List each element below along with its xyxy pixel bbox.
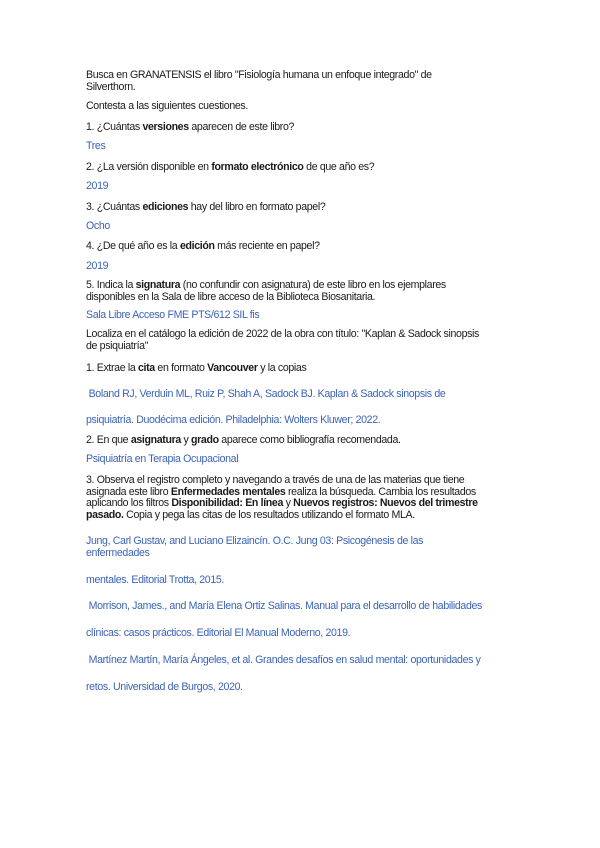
q4-bold: edición <box>179 240 215 252</box>
p2q3-line-1: 3. Observa el registro completo y navegando a través de una de las materias que tiene <box>86 474 465 486</box>
p2q2-pre: 2. En que <box>86 434 131 446</box>
q5-post: (no confundir con asignatura) de este libro en los ejemplares <box>180 279 446 291</box>
question-2 <box>86 162 516 174</box>
q2-bold: formato electrónico <box>211 161 304 173</box>
q1-bold: versiones <box>142 121 189 133</box>
p2q3-line-4-bold: pasado. <box>86 508 124 521</box>
q3-bold: ediciones <box>142 201 189 213</box>
answer-4: 2019 <box>86 260 109 272</box>
p2q1-post: y la copias <box>257 362 307 374</box>
q1-post: aparecen de este libro? <box>188 121 295 133</box>
part2-intro-line-2: de psiquiatría" <box>86 339 149 352</box>
q2-post: de que año es? <box>303 161 375 173</box>
q3-post: hay del libro en formato papel? <box>188 201 326 213</box>
part2-question-3 <box>86 475 516 521</box>
p2q1-bold-2: Vancouver <box>207 362 258 374</box>
part2-question-1 <box>86 363 516 375</box>
answer-1: Tres <box>86 140 106 152</box>
question-1 <box>86 122 516 134</box>
p2q2-post: aparece como bibliografía recomendada. <box>218 434 401 446</box>
mla-citation-2-line-1: Morrison, James., and María Elena Ortiz Salinas. Manual para el desarrollo de habilidades <box>86 600 482 612</box>
part2-intro-line-1: Localiza en el catálogo la edición de 2022 de la obra con título: "Kaplan & Sadock sinopsis <box>86 328 480 340</box>
p2q3-line-3-mid: y <box>283 497 294 509</box>
intro-line-1: Busca en GRANATENSIS el libro "Fisiología humana un enfoque integrado" de <box>86 69 432 81</box>
q1-pre: 1. ¿Cuántas <box>86 121 143 133</box>
answer-5: Sala Libre Acceso FME PTS/612 SIL fis <box>86 309 260 321</box>
p2q3-line-2-pre: asignada este libro <box>86 485 171 498</box>
q5-line-2: disponibles en la Sala de libre acceso de la Biblioteca Biosanitaria. <box>86 290 376 303</box>
instruction-text: Contesta a las siguientes cuestiones. <box>86 100 248 112</box>
question-5 <box>86 280 516 303</box>
p2q3-line-4-post: Copia y pega las citas de los resultados utilizando el formato MLA. <box>123 508 415 521</box>
mla-citation-2-line-2: clínicas: casos prácticos. Editorial El Manual Moderno, 2019. <box>86 627 351 639</box>
mla-1-line-1: Jung, Carl Gustav, and Luciano Elizaincín. O.C. Jung 03: Psicogénesis de las <box>86 535 424 547</box>
p2q1-bold-1: cita <box>137 362 155 374</box>
q2-pre: 2. ¿La versión disponible en <box>86 161 212 173</box>
mla-citation-1-line-3: mentales. Editorial Trotta, 2015. <box>86 574 225 586</box>
mla-citation-3-line-2: retos. Universidad de Burgos, 2020. <box>86 681 243 693</box>
p2q2-bold-1: asignatura <box>130 434 181 446</box>
p2q1-mid: en formato <box>154 362 208 374</box>
part2-intro <box>86 329 516 352</box>
p2q1-pre: 1. Extrae la <box>86 362 138 374</box>
answer-2: 2019 <box>86 180 109 192</box>
part2-answer-2: Psiquiatría en Terapia Ocupacional <box>86 453 239 465</box>
mla-citation-3-line-1: Martínez Martín, María Ángeles, et al. Grandes desafíos en salud mental: oportunidades y <box>86 654 481 666</box>
mla-citation-1 <box>86 536 516 559</box>
p2q3-line-3-bold-2: Nuevos registros: Nuevos del trimestre <box>293 497 478 509</box>
intro-line-2: Silverthorn. <box>86 80 136 93</box>
intro-text <box>86 70 516 93</box>
q5-bold: signatura <box>135 279 181 291</box>
mla-1-line-2: enfermedades <box>86 546 150 559</box>
p2q3-line-3-bold-1: Disponibilidad: En línea <box>171 497 284 509</box>
answer-3: Ocho <box>86 220 110 232</box>
vancouver-citation-line-1: Boland RJ, Verduin ML, Ruiz P, Shah A, Sadock BJ. Kaplan & Sadock sinopsis de <box>86 388 446 400</box>
question-4 <box>86 241 516 253</box>
part2-question-2 <box>86 435 516 447</box>
p2q3-line-2-post: realiza la búsqueda. Cambia los resultados <box>285 485 476 498</box>
vancouver-citation-line-2: psiquiatría. Duodécima edición. Philadelphia: Wolters Kluwer; 2022. <box>86 414 381 426</box>
q5-pre: 5. Indica la <box>86 279 136 291</box>
p2q3-line-2-bold: Enfermedades mentales <box>170 485 286 498</box>
p2q2-bold-2: grado <box>191 434 219 446</box>
q4-pre: 4. ¿De qué año es la <box>86 240 180 252</box>
question-3 <box>86 202 516 214</box>
q4-post: más reciente en papel? <box>214 240 320 252</box>
p2q2-mid: y <box>180 434 192 446</box>
q3-pre: 3. ¿Cuántas <box>86 201 143 213</box>
p2q3-line-3-pre: aplicando los filtros <box>86 497 172 509</box>
